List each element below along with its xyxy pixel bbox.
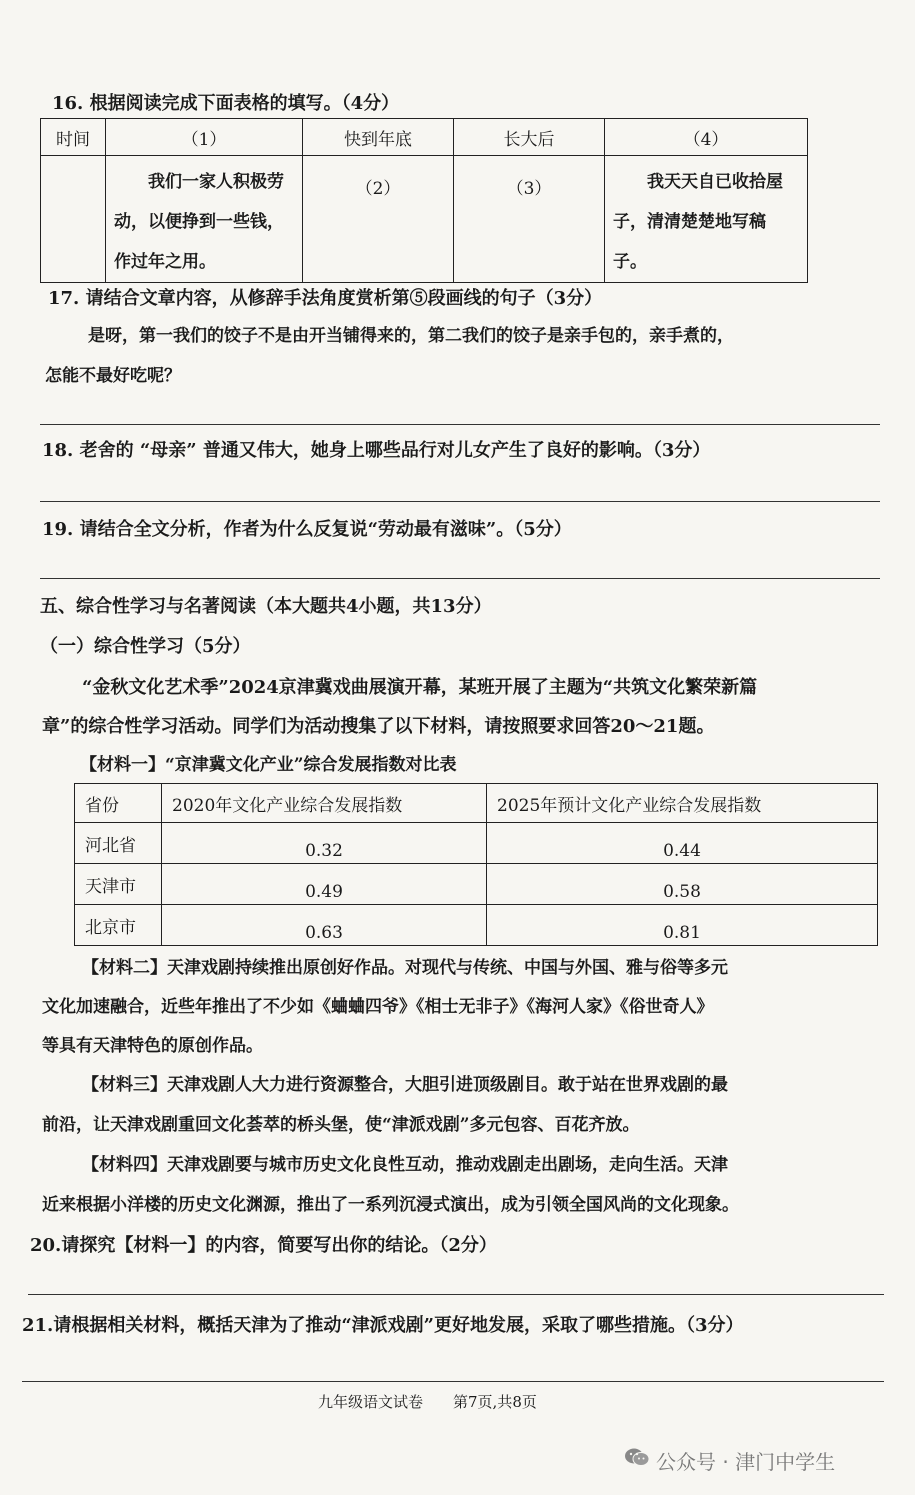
q16-cell-1-text: 我们一家人积极劳动，以便挣到一些钱，作过年之用。 [114, 172, 284, 272]
material2-line1: 【材料二】天津戏剧持续推出原创好作品。对现代与传统、中国与外国、雅与俗等多元 [82, 958, 728, 978]
q16-cell-4-text: 我天天自已收拾屋子，清清楚楚地写稿子。 [613, 172, 783, 272]
section5-title: 五、综合性学习与名著阅读（本大题共4小题，共13分） [40, 596, 492, 617]
q16-header-2: 快到年底 [303, 119, 454, 156]
material4-line2: 近来根据小洋楼的历史文化渊源，推出了一系列沉浸式演出，成为引领全国风尚的文化现象。 [42, 1195, 739, 1215]
material1-row1-2025: 0.44 [487, 823, 878, 864]
q16-header-time: 时间 [41, 119, 106, 156]
table-row [75, 905, 878, 946]
material1-row2-2020: 0.49 [162, 864, 487, 905]
wechat-icon [624, 1447, 650, 1467]
q16-cell-1 [106, 156, 303, 283]
q16-cell-2 [303, 156, 454, 283]
q17-title: 17. 请结合文章内容，从修辞手法角度赏析第⑤段画线的句子（3分） [48, 288, 603, 309]
q21-title: 21.请根据相关材料，概括天津为了推动“津派戏剧”更好地发展，采取了哪些措施。（3分） [22, 1315, 744, 1336]
material1-header-province: 省份 [75, 784, 162, 823]
q18-answer-line [40, 501, 880, 502]
material2-line2: 文化加速融合，近些年推出了不少如《蛐蛐四爷》《相士无非子》《海河人家》《俗世奇人》 [42, 997, 714, 1017]
material1-row2-2025: 0.58 [487, 864, 878, 905]
q16-header-4: （4） [605, 119, 808, 156]
page-footer: 九年级语文试卷 第7页,共8页 [318, 1393, 537, 1411]
q20-answer-line [28, 1294, 884, 1295]
q16-header-1: （1） [106, 119, 303, 156]
q19-answer-line [40, 578, 880, 579]
section5-sub1: （一）综合性学习（5分） [40, 636, 251, 657]
table-row [75, 864, 878, 905]
section5-intro-line2: 章”的综合性学习活动。同学们为活动搜集了以下材料，请按照要求回答20～21题。 [42, 716, 715, 737]
q16-table [40, 118, 808, 283]
q21-answer-line [22, 1381, 884, 1382]
watermark-text: 公众号 · 津门中学生 [656, 1450, 836, 1474]
q16-cell-time [41, 156, 106, 283]
material1-row1-2020: 0.32 [162, 823, 487, 864]
table-row [75, 823, 878, 864]
q17-quote-line1: 是呀，第一我们的饺子不是由开当铺得来的，第二我们的饺子是亲手包的，亲手煮的， [88, 326, 734, 346]
q16-header-3: 长大后 [454, 119, 605, 156]
q18-title: 18. 老舍的 “母亲” 普通又伟大，她身上哪些品行对儿女产生了良好的影响。（3分） [42, 440, 711, 461]
material3-line1: 【材料三】天津戏剧人大力进行资源整合，大胆引进顶级剧目。敢于站在世界戏剧的最 [82, 1075, 728, 1095]
q17-quote-line2: 怎能不最好吃呢？ [45, 366, 181, 386]
q16-cell-2-text: （2） [355, 179, 401, 199]
q16-title: 16. 根据阅读完成下面表格的填写。（4分） [52, 93, 400, 114]
material1-header-2020: 2020年文化产业综合发展指数 [162, 784, 487, 823]
material3-line2: 前沿，让天津戏剧重回文化荟萃的桥头堡，使“津派戏剧”多元包容、百花齐放。 [42, 1115, 640, 1135]
q16-cell-3-text: （3） [506, 179, 552, 199]
q16-cell-3 [454, 156, 605, 283]
material1-table [74, 783, 878, 946]
material1-row3-2020: 0.63 [162, 905, 487, 946]
material2-line3: 等具有天津特色的原创作品。 [42, 1036, 263, 1056]
q19-title: 19. 请结合全文分析，作者为什么反复说“劳动最有滋味”。（5分） [42, 519, 572, 540]
q20-title: 20.请探究【材料一】的内容，简要写出你的结论。（2分） [30, 1235, 497, 1256]
material1-row3-province: 北京市 [75, 905, 162, 946]
material1-row2-province: 天津市 [75, 864, 162, 905]
section5-intro-line1: “金秋文化艺术季”2024京津冀戏曲展演开幕，某班开展了主题为“共筑文化繁荣新篇 [82, 677, 758, 698]
material1-row3-2025: 0.81 [487, 905, 878, 946]
material1-title: 【材料一】“京津冀文化产业”综合发展指数对比表 [80, 755, 457, 775]
material1-row1-province: 河北省 [75, 823, 162, 864]
material4-line1: 【材料四】天津戏剧要与城市历史文化良性互动，推动戏剧走出剧场，走向生活。天津 [82, 1155, 728, 1175]
q17-answer-line [40, 424, 880, 425]
q16-cell-4 [605, 156, 808, 283]
material1-header-2025: 2025年预计文化产业综合发展指数 [487, 784, 878, 823]
